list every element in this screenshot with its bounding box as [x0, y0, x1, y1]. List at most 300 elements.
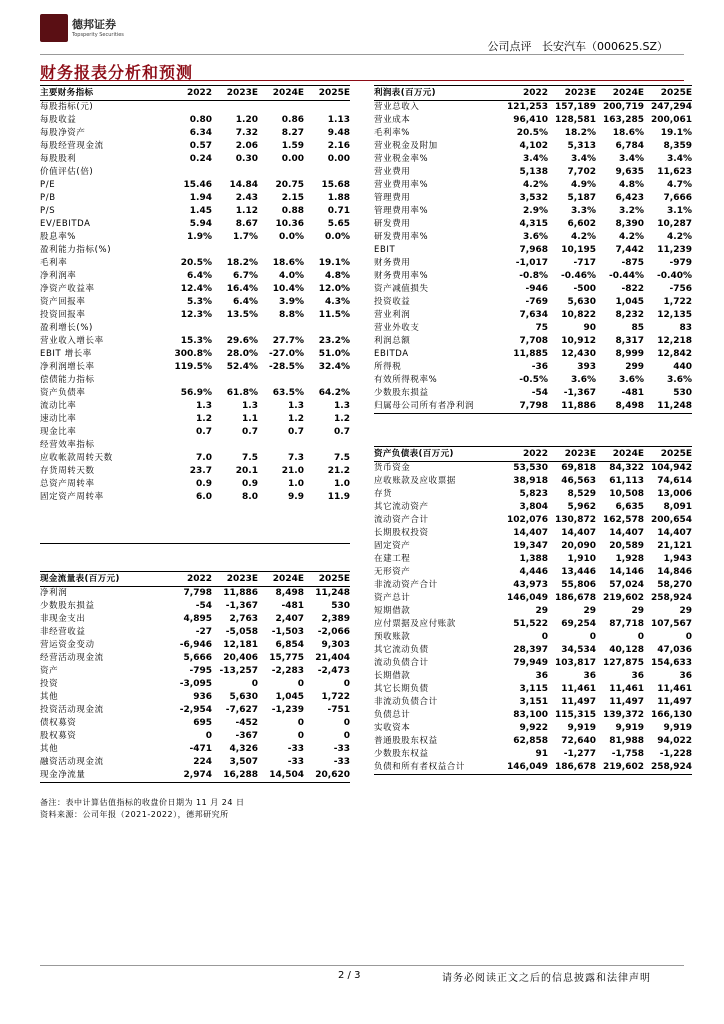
cell-value: 15.68 [321, 180, 350, 190]
row-label: 现金净流量 [40, 769, 166, 783]
row-label: 毛利率 [40, 258, 68, 268]
row-label: 投资 [40, 679, 59, 689]
cell-value [212, 517, 258, 530]
cell-value: 12,181 [223, 640, 258, 650]
logo-brand-en: Topsperity Securities [72, 32, 124, 38]
cell-value: 7,442 [615, 245, 644, 255]
table-row [40, 743, 350, 756]
cell-value: -54 [195, 601, 212, 611]
row-label: 股息率% [40, 232, 76, 242]
cell-value: 7,708 [519, 336, 548, 346]
row-label: EBIT [374, 245, 396, 255]
cell-value: 5.3% [187, 297, 212, 307]
table-row [40, 140, 350, 153]
cell-value: 29 [535, 606, 548, 616]
cell-value [304, 166, 350, 179]
cell-value: 7.5 [242, 453, 258, 463]
cell-value: 20,589 [609, 541, 644, 551]
row-label: 管理费用率% [374, 206, 429, 216]
row-label: 短期借款 [374, 606, 411, 616]
table-row [40, 283, 350, 296]
cell-value: 4.2% [523, 180, 548, 190]
cell-value: 96,410 [513, 115, 548, 125]
table-row [40, 387, 350, 400]
table-row [374, 192, 692, 205]
cell-value: 18.2% [226, 258, 258, 268]
table-row [374, 696, 692, 709]
cell-value: 1.2 [334, 414, 350, 424]
row-label: P/S [40, 206, 56, 216]
header-report-info: 公司点评 长安汽车（000625.SZ） [487, 40, 668, 53]
cell-value: 0.30 [235, 154, 258, 164]
row-label: 其它流动资产 [374, 502, 429, 512]
cell-value: -0.44% [609, 271, 644, 281]
column-header: 2022 [166, 86, 212, 101]
cell-value: 29 [631, 606, 644, 616]
cell-value: -717 [573, 258, 596, 268]
cell-value: 3,804 [519, 502, 548, 512]
company-logo [40, 14, 140, 44]
cell-value: 1.2 [196, 414, 212, 424]
cell-value: 72,640 [561, 736, 596, 746]
cell-value: 4,446 [519, 567, 548, 577]
cell-value [212, 504, 258, 517]
table-row [374, 683, 692, 696]
cell-value: 53,530 [513, 463, 548, 473]
row-label: 营业利润 [374, 310, 411, 320]
cell-value [304, 374, 350, 387]
cell-value: -1,367 [563, 388, 596, 398]
column-header: 2022 [500, 447, 548, 462]
cell-value: 4,326 [229, 744, 258, 754]
cell-value: 1.9% [187, 232, 212, 242]
row-label: 营运资金变动 [40, 640, 95, 650]
cell-value: 0.9 [196, 479, 212, 489]
row-label: 固定资产 [374, 541, 411, 551]
cell-value: 9,303 [321, 640, 350, 650]
table-row [40, 127, 350, 140]
cell-value: 11,461 [609, 684, 644, 694]
row-label: 所得税 [374, 362, 402, 372]
cell-value: 46,563 [561, 476, 596, 486]
cell-value: 0.80 [189, 115, 212, 125]
row-label: 预收账款 [374, 632, 411, 642]
cell-value [212, 374, 258, 387]
cell-value: 18.2% [564, 128, 596, 138]
table-title: 利润表(百万元) [374, 86, 500, 101]
cell-value: 7,968 [519, 245, 548, 255]
cell-value [258, 244, 304, 257]
cell-value: 119.5% [174, 362, 212, 372]
cell-value: 63.5% [272, 388, 304, 398]
cell-value: 5.65 [327, 219, 350, 229]
cell-value: 9.48 [327, 128, 350, 138]
cell-value: 127,875 [603, 658, 644, 668]
row-label: 资产负债率 [40, 388, 86, 398]
cell-value: 19,347 [513, 541, 548, 551]
cell-value: 6,854 [275, 640, 304, 650]
row-label: 速动比率 [40, 414, 77, 424]
cell-value: 11,461 [561, 684, 596, 694]
cell-value: 219,602 [603, 593, 644, 603]
cell-value: 1,045 [615, 297, 644, 307]
row-label: 无形资产 [374, 567, 411, 577]
table-row [374, 501, 692, 514]
cell-value: 5,666 [183, 653, 212, 663]
table-row [40, 465, 350, 478]
table-row [374, 709, 692, 722]
cell-value [166, 374, 212, 387]
cell-value: -2,473 [317, 666, 350, 676]
row-label: 存货周转天数 [40, 466, 95, 476]
cell-value: 11,239 [657, 245, 692, 255]
column-header: 2024E [258, 572, 304, 587]
cell-value: 0.7 [242, 427, 258, 437]
cell-value: 300.8% [174, 349, 212, 359]
cell-value: -36 [531, 362, 548, 372]
column-header: 2024E [596, 86, 644, 101]
table-row [374, 540, 692, 553]
row-label: 普通股股东权益 [374, 736, 438, 746]
cell-value: 8,529 [567, 489, 596, 499]
footer-disclaimer: 请务必阅读正文之后的信息披露和法律声明 [442, 973, 651, 984]
row-label: 盈利增长(%) [40, 323, 93, 333]
row-label: 净资产收益率 [40, 284, 95, 294]
cell-value: 21,404 [315, 653, 350, 663]
cell-value [304, 530, 350, 544]
cell-value: 11,497 [561, 697, 596, 707]
table-row [374, 348, 692, 361]
table-row [374, 579, 692, 592]
table-row [40, 769, 350, 783]
cell-value: 166,130 [651, 710, 692, 720]
cell-value: 4.2% [667, 232, 692, 242]
cell-value [258, 374, 304, 387]
cell-value: 11,623 [657, 167, 692, 177]
row-label: EBIT 增长率 [40, 349, 92, 359]
cell-value: 12,430 [561, 349, 596, 359]
row-label: EBITDA [374, 349, 409, 359]
cell-value: 13.5% [226, 310, 258, 320]
table-row [374, 335, 692, 348]
table-row [374, 566, 692, 579]
table-row [40, 426, 350, 439]
table-row [374, 244, 692, 257]
cell-value: 85 [631, 323, 644, 333]
cell-value: 8,498 [275, 588, 304, 598]
cell-value [258, 166, 304, 179]
cell-value: 163,285 [603, 115, 644, 125]
cell-value: 58,270 [657, 580, 692, 590]
table-row [374, 114, 692, 127]
cell-value: 52.4% [226, 362, 258, 372]
table-row [40, 114, 350, 127]
cell-value: 20,406 [223, 653, 258, 663]
cell-value: 2,763 [229, 614, 258, 624]
cell-value: -1,503 [271, 627, 304, 637]
cell-value: 14,504 [258, 769, 304, 783]
cell-value: 3,115 [519, 684, 548, 694]
cell-value: 3,507 [229, 757, 258, 767]
cell-value: 7,634 [519, 310, 548, 320]
notes [40, 797, 245, 821]
cell-value: 0.24 [189, 154, 212, 164]
row-label: 毛利率% [374, 128, 410, 138]
table-row [374, 553, 692, 566]
table-row [374, 101, 692, 115]
row-label: 流动资产合计 [374, 515, 429, 525]
row-label: 净利润率 [40, 271, 77, 281]
row-label: 非现金支出 [40, 614, 86, 624]
row-label: 有效所得税率% [374, 375, 438, 385]
cell-value: 90 [583, 323, 596, 333]
cell-value [258, 530, 304, 544]
cell-value: 12,135 [657, 310, 692, 320]
row-label: 流动比率 [40, 401, 77, 411]
cell-value: 6,784 [615, 141, 644, 151]
cell-value: 0.86 [281, 115, 304, 125]
cell-value: 157,189 [555, 102, 596, 112]
row-label: 其他 [40, 692, 59, 702]
cell-value: 7,666 [663, 193, 692, 203]
table-row [374, 257, 692, 270]
cell-value: 186,678 [555, 593, 596, 603]
cell-value: 20.1 [235, 466, 258, 476]
cell-value: 56.9% [180, 388, 212, 398]
cell-value: 91 [535, 749, 548, 759]
row-label: 营业费用 [374, 167, 411, 177]
table-title: 主要财务指标 [40, 86, 166, 101]
cell-value: 40,128 [609, 645, 644, 655]
cell-value: 1,910 [567, 554, 596, 564]
cell-value: 2.06 [235, 141, 258, 151]
cell-value [212, 166, 258, 179]
table-row [40, 192, 350, 205]
row-label: 负债总计 [374, 710, 411, 720]
table-row [40, 491, 350, 504]
cell-value: 4.2% [619, 232, 644, 242]
cell-value: 3.4% [619, 154, 644, 164]
cell-value: 10.4% [272, 284, 304, 294]
cell-value: -769 [525, 297, 548, 307]
table-row [40, 218, 350, 231]
cell-value: 1.94 [189, 193, 212, 203]
cell-value: -822 [621, 284, 644, 294]
cell-value: 9,919 [567, 723, 596, 733]
cell-value: 9,919 [663, 723, 692, 733]
row-label: 少数股东损益 [40, 601, 95, 611]
cell-value [304, 439, 350, 452]
cell-value: 81,988 [609, 736, 644, 746]
row-label: 长期股权投资 [374, 528, 429, 538]
cell-value: 51.0% [318, 349, 350, 359]
table-row [40, 678, 350, 691]
row-label: 在建工程 [374, 554, 411, 564]
cell-value: 29 [583, 606, 596, 616]
cell-value [304, 244, 350, 257]
column-header: 2025E [644, 447, 692, 462]
cell-value: 69,254 [561, 619, 596, 629]
cell-value: -0.40% [657, 271, 692, 281]
cell-value [212, 530, 258, 544]
table-row [40, 322, 350, 335]
cell-value: 107,567 [651, 619, 692, 629]
cell-value [212, 322, 258, 335]
table-row [374, 400, 692, 414]
cell-value: 12,218 [657, 336, 692, 346]
cell-value: 10,287 [657, 219, 692, 229]
balance-table [374, 446, 692, 775]
row-label: 实收资本 [374, 723, 411, 733]
cell-value: 1.88 [327, 193, 350, 203]
table-row [374, 309, 692, 322]
cell-value: 14,146 [609, 567, 644, 577]
cell-value: 64.2% [318, 388, 350, 398]
table-row [374, 761, 692, 775]
cell-value: 0 [251, 679, 258, 689]
row-label: 投资活动现金流 [40, 705, 104, 715]
cell-value: 130,872 [555, 515, 596, 525]
cell-value: -1,277 [563, 749, 596, 759]
cell-value: 8.8% [279, 310, 304, 320]
cell-value: -54 [531, 388, 548, 398]
cell-value [212, 439, 258, 452]
cell-value: 36 [679, 671, 692, 681]
table-row [374, 231, 692, 244]
table-row [40, 166, 350, 179]
cell-value: 8,498 [596, 400, 644, 414]
table-row [374, 140, 692, 153]
table-row [40, 413, 350, 426]
row-label: 其他 [40, 744, 59, 754]
cell-value [304, 322, 350, 335]
table-row [40, 270, 350, 283]
cell-value: 3.4% [667, 154, 692, 164]
row-label: 非流动负债合计 [374, 697, 438, 707]
row-label: 其它流动负债 [374, 645, 429, 655]
table-row [40, 626, 350, 639]
cell-value: -471 [189, 744, 212, 754]
cell-value: 9,922 [519, 723, 548, 733]
cell-value: 121,253 [507, 102, 548, 112]
cell-value: -0.8% [519, 271, 548, 281]
cell-value: -27.0% [269, 349, 304, 359]
table-row [40, 335, 350, 348]
cell-value: 69,818 [561, 463, 596, 473]
cell-value: 51,522 [513, 619, 548, 629]
cell-value: 27.7% [272, 336, 304, 346]
cell-value: 29 [679, 606, 692, 616]
cell-value: 0.7 [196, 427, 212, 437]
income-table [374, 85, 692, 414]
cell-value: 146,049 [500, 761, 548, 775]
cell-value: 94,022 [657, 736, 692, 746]
cell-value: 75 [535, 323, 548, 333]
table-row [40, 296, 350, 309]
cell-value: 2.9% [523, 206, 548, 216]
row-label: 应付票据及应付账款 [374, 619, 456, 629]
cell-value [258, 101, 304, 115]
table-row [40, 691, 350, 704]
cell-value: 38,918 [513, 476, 548, 486]
cell-value: 18.6% [612, 128, 644, 138]
cell-value: 28,397 [513, 645, 548, 655]
cell-value: 13,006 [657, 489, 692, 499]
cell-value: 11,248 [315, 588, 350, 598]
cell-value: -1,239 [271, 705, 304, 715]
cell-value: 7.0 [196, 453, 212, 463]
cell-value: 12.0% [318, 284, 350, 294]
cell-value: 1.0 [288, 479, 304, 489]
row-label: 少数股东损益 [374, 388, 429, 398]
page-number: 2 / 3 [338, 970, 361, 981]
cell-value: 530 [331, 601, 350, 611]
column-header: 2025E [304, 86, 350, 101]
cell-value: 0 [685, 632, 692, 642]
cell-value: 1,722 [321, 692, 350, 702]
cell-value: 1.12 [235, 206, 258, 216]
cell-value: 14,407 [657, 528, 692, 538]
table-row [374, 631, 692, 644]
cell-value: 21,121 [657, 541, 692, 551]
cell-value: 83,100 [513, 710, 548, 720]
cell-value: 9.9 [288, 492, 304, 502]
row-label: 研发费用率% [374, 232, 429, 242]
row-label: 营业外收支 [374, 323, 420, 333]
cell-value: 0.88 [281, 206, 304, 216]
cell-value: 11.9 [327, 492, 350, 502]
row-label: 投资回报率 [40, 310, 86, 320]
cell-value: 7,702 [567, 167, 596, 177]
row-label [40, 530, 166, 544]
cell-value: -0.5% [519, 375, 548, 385]
row-label: P/B [40, 193, 56, 203]
cell-value [166, 101, 212, 115]
cell-value: 11,248 [644, 400, 692, 414]
cell-value: 21.0 [281, 466, 304, 476]
cell-value [258, 517, 304, 530]
cell-value: 21.2 [327, 466, 350, 476]
table-row [40, 652, 350, 665]
cell-value: 15,775 [269, 653, 304, 663]
column-header: 2023E [212, 86, 258, 101]
table-row [40, 704, 350, 717]
logo-brand-cn: 德邦证券 [72, 18, 116, 31]
row-label: 存货 [374, 489, 393, 499]
cell-value: 7.3 [288, 453, 304, 463]
row-label [40, 517, 166, 530]
table-row [374, 153, 692, 166]
cell-value: 0.0% [279, 232, 304, 242]
table-row [374, 179, 692, 192]
row-label: 负债和所有者权益合计 [374, 761, 500, 775]
table-row [40, 587, 350, 601]
table-row [374, 592, 692, 605]
cell-value: 11,885 [513, 349, 548, 359]
cell-value: 5,630 [229, 692, 258, 702]
cell-value: 11,886 [223, 588, 258, 598]
table-row [40, 205, 350, 218]
cell-value: 7,798 [500, 400, 548, 414]
row-label: 债权募资 [40, 718, 77, 728]
cell-value: -481 [621, 388, 644, 398]
table-row [40, 231, 350, 244]
column-header: 2022 [500, 86, 548, 101]
cell-value: -367 [235, 731, 258, 741]
cell-value: 0 [541, 632, 548, 642]
cell-value: 0.00 [327, 154, 350, 164]
cell-value: 1.1 [242, 414, 258, 424]
